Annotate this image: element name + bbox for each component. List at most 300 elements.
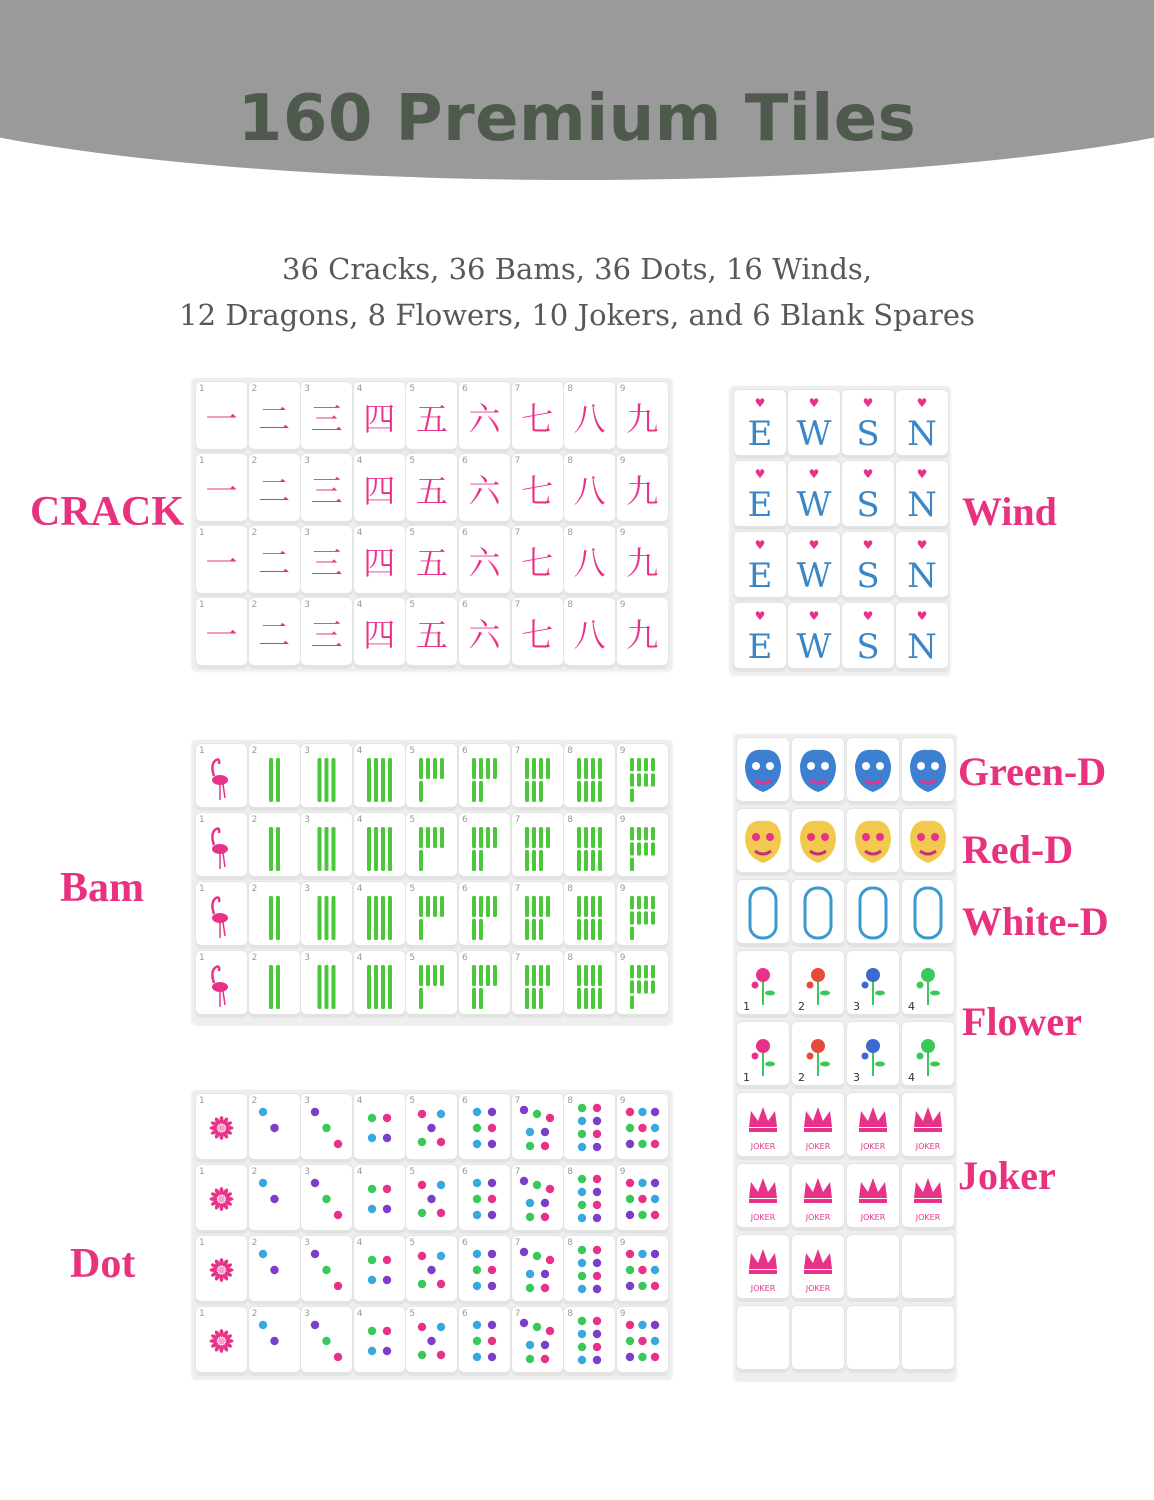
bamboo-icon [406, 744, 457, 810]
crack-tile [564, 454, 615, 524]
bamboo-icon [249, 744, 300, 810]
tile-number: 3 [304, 746, 310, 756]
dot-tile [564, 1236, 615, 1304]
wind-letter: N [907, 485, 937, 525]
crack-tile [617, 454, 668, 524]
crack-character: 八 [573, 400, 606, 438]
tile-number: 5 [409, 884, 416, 894]
white-dragon-frame-icon [847, 880, 899, 946]
crack-character: 四 [363, 472, 396, 510]
dot-tile [249, 1307, 300, 1375]
bamboo-icon [459, 951, 510, 1017]
tile-number: 4 [356, 1238, 363, 1248]
dot-tile [617, 1094, 668, 1162]
bam-tile [512, 744, 563, 810]
crack-tile [196, 598, 247, 668]
dot-tile [459, 1307, 510, 1375]
dot-tile [196, 1165, 247, 1233]
crack-tile [459, 454, 510, 524]
heart-icon: ♥ [754, 467, 766, 481]
dots-icon [564, 1094, 615, 1162]
tile-number: 6 [462, 600, 468, 610]
tile-number: 5 [409, 1238, 416, 1248]
dots-icon [406, 1307, 457, 1375]
wind-letter: S [856, 485, 880, 525]
dots-icon [406, 1094, 457, 1162]
dots-icon [406, 1236, 457, 1304]
tile-number: 8 [567, 600, 573, 610]
tile-number: 2 [251, 384, 258, 394]
heart-icon: ♥ [862, 467, 874, 481]
bam-tile [406, 744, 457, 810]
tile-number: 7 [514, 600, 521, 610]
tile-number: 4 [356, 456, 363, 466]
dot-tile [354, 1165, 405, 1233]
flower-label: Flower [962, 999, 1082, 1044]
blank-tile [847, 1306, 899, 1372]
bamboo-icon [301, 882, 352, 948]
dots-icon [301, 1165, 352, 1233]
dots-icon [354, 1165, 405, 1233]
crack-character: 七 [521, 544, 554, 582]
heart-icon: ♥ [808, 467, 820, 481]
flower-tile [792, 951, 844, 1017]
tile-number: 8 [567, 815, 573, 825]
bamboo-icon [406, 813, 457, 879]
green-dragon-tile [792, 738, 844, 804]
tile-number: 6 [462, 1167, 468, 1177]
tile-number: 7 [514, 815, 521, 825]
dot-tile [249, 1165, 300, 1233]
tile-number: 1 [199, 884, 205, 894]
dots-icon [564, 1165, 615, 1233]
title-banner [0, 0, 1154, 200]
dot-tile [617, 1165, 668, 1233]
wind-tile [842, 532, 894, 600]
green-dragon-tile [847, 738, 899, 804]
wind-letter: E [747, 556, 773, 596]
bamboo-icon [459, 813, 510, 879]
bam-tile [512, 813, 563, 879]
dots-icon [512, 1236, 563, 1304]
bamboo-icon [512, 951, 563, 1017]
dot-tile [564, 1094, 615, 1162]
crack-character: 七 [521, 400, 554, 438]
dragon-mask-icon [847, 809, 899, 875]
bamboo-icon [459, 744, 510, 810]
bamboo-icon [354, 951, 405, 1017]
tile-number: 5 [409, 528, 416, 538]
heart-icon: ♥ [808, 609, 820, 623]
tile-number: 7 [514, 1167, 521, 1177]
tile-number: 6 [462, 456, 468, 466]
joker-text: JOKER [860, 1142, 886, 1151]
tile-number: 9 [619, 384, 626, 394]
tile-number: 1 [199, 1167, 205, 1177]
wind-letter: S [856, 556, 880, 596]
tile-number: 2 [251, 815, 258, 825]
wind-tile [788, 532, 840, 600]
tile-number: 8 [567, 1167, 573, 1177]
crack-tile [512, 598, 563, 668]
tile-number: 2 [251, 1238, 258, 1248]
tile-number: 2 [251, 1167, 258, 1177]
tile-number: 8 [567, 1096, 573, 1106]
joker-text: JOKER [750, 1213, 776, 1222]
tile-number: 6 [462, 1238, 468, 1248]
crack-character: 九 [626, 400, 659, 438]
bam-tile [301, 882, 352, 948]
tile-number: 6 [462, 746, 468, 756]
tile-number: 8 [567, 953, 573, 963]
bam-tile [249, 951, 300, 1017]
tile-number: 4 [356, 1309, 363, 1319]
dots-icon [354, 1236, 405, 1304]
bamboo-icon [512, 813, 563, 879]
joker-tile [792, 1093, 844, 1159]
crack-character: 五 [415, 544, 448, 582]
tile-number: 8 [567, 1309, 573, 1319]
tile-number: 7 [514, 953, 521, 963]
flower-tile [737, 1022, 789, 1088]
bamboo-icon [564, 813, 615, 879]
dot-tile [354, 1307, 405, 1375]
wind-letter: W [796, 414, 832, 454]
dot-tile [301, 1165, 352, 1233]
dot-tile [406, 1307, 457, 1375]
flower-dot-icon [196, 1236, 247, 1304]
tile-number: 2 [251, 953, 258, 963]
wind-tile [734, 532, 786, 600]
dragon-mask-icon [902, 738, 954, 804]
wind-letter: E [747, 414, 773, 454]
flower-dot-icon [196, 1094, 247, 1162]
bam-tile [354, 744, 405, 810]
tile-number: 2 [251, 884, 258, 894]
crack-tile [354, 598, 405, 668]
bamboo-icon [406, 951, 457, 1017]
crack-character: 六 [468, 616, 501, 654]
tile-number: 9 [619, 746, 626, 756]
tile-number: 3 [304, 600, 310, 610]
flower-number: 4 [908, 1071, 915, 1084]
tile-number: 3 [304, 1238, 310, 1248]
tile-number: 9 [619, 884, 626, 894]
flower-number: 4 [908, 1000, 915, 1013]
bamboo-icon [564, 882, 615, 948]
bam-tile [249, 882, 300, 948]
flower-dot-icon [196, 1165, 247, 1233]
flamingo-icon [196, 882, 247, 948]
tile-number: 2 [251, 600, 258, 610]
tile-number: 2 [251, 456, 258, 466]
heart-icon: ♥ [916, 538, 928, 552]
tile-number: 9 [619, 1238, 626, 1248]
tile-number: 6 [462, 384, 468, 394]
red-dragon-tile [792, 809, 844, 875]
tile-number: 6 [462, 1309, 468, 1319]
bam-tile [249, 813, 300, 879]
wind-letter: S [856, 627, 880, 667]
crack-character: 四 [363, 616, 396, 654]
crack-character: 五 [415, 472, 448, 510]
tile-number: 5 [409, 1309, 416, 1319]
bam-tile [459, 744, 510, 810]
tile-number: 8 [567, 1238, 573, 1248]
crack-character: 七 [521, 472, 554, 510]
heart-icon: ♥ [862, 538, 874, 552]
dot-tile [354, 1094, 405, 1162]
wind-letter: W [796, 627, 832, 667]
wind-tile-group [730, 386, 950, 674]
crack-tile [564, 598, 615, 668]
dot-tile [406, 1165, 457, 1233]
dots-icon [512, 1307, 563, 1375]
dots-icon [354, 1094, 405, 1162]
flower-tile [847, 1022, 899, 1088]
dragon-mask-icon [792, 809, 844, 875]
tile-number: 3 [304, 456, 310, 466]
joker-tile [737, 1164, 789, 1230]
wind-tile [734, 390, 786, 458]
flower-number: 1 [743, 1000, 750, 1013]
crack-tile [564, 526, 615, 596]
bam-tile [196, 744, 247, 810]
dots-icon [512, 1165, 563, 1233]
joker-tile [847, 1093, 899, 1159]
joker-text: JOKER [915, 1213, 941, 1222]
tile-number: 1 [199, 528, 205, 538]
crack-character: 二 [258, 544, 291, 582]
crack-character: 八 [573, 616, 606, 654]
dots-icon [617, 1165, 668, 1233]
wind-letter: N [907, 556, 937, 596]
dot-tile [459, 1165, 510, 1233]
tile-number: 4 [356, 746, 363, 756]
flower-number: 2 [798, 1000, 805, 1013]
dots-icon [249, 1165, 300, 1233]
crack-character: 三 [310, 616, 343, 654]
tile-number: 3 [304, 815, 310, 825]
blank-tile [847, 1235, 899, 1301]
joker-text: JOKER [750, 1284, 776, 1293]
tile-number: 9 [619, 1309, 626, 1319]
bam-tile [249, 744, 300, 810]
red-dragon-tile [902, 809, 954, 875]
tile-number: 7 [514, 1096, 521, 1106]
white-dragon-tile [792, 880, 844, 946]
dots-icon [406, 1165, 457, 1233]
bamboo-icon [301, 813, 352, 879]
bamboo-icon [564, 951, 615, 1017]
bam-tile [354, 951, 405, 1017]
heart-icon: ♥ [916, 609, 928, 623]
tile-number: 2 [251, 746, 258, 756]
crack-character: 二 [258, 400, 291, 438]
dot-tile [196, 1307, 247, 1375]
crack-tile [301, 454, 352, 524]
red-dragon-tile [737, 809, 789, 875]
dots-icon [459, 1094, 510, 1162]
tile-number: 9 [619, 456, 626, 466]
tile-number: 7 [514, 456, 521, 466]
dots-icon [301, 1236, 352, 1304]
bamboo-icon [512, 882, 563, 948]
tile-number: 4 [356, 600, 363, 610]
tile-number: 4 [356, 884, 363, 894]
bam-tile [354, 813, 405, 879]
wind-tile [896, 461, 948, 529]
tile-number: 2 [251, 1096, 258, 1106]
wind-tile [788, 603, 840, 671]
subtitle-line-1: 36 Cracks, 36 Bams, 36 Dots, 16 Winds, [282, 252, 872, 286]
dot-tile [512, 1236, 563, 1304]
tile-number: 7 [514, 1309, 521, 1319]
crack-character: 七 [521, 616, 554, 654]
dot-tile [249, 1236, 300, 1304]
crack-character: 一 [205, 472, 238, 510]
crack-tile [301, 598, 352, 668]
wind-letter: N [907, 627, 937, 667]
tile-number: 1 [199, 1096, 205, 1106]
white-dragon-tile [737, 880, 789, 946]
tile-number: 9 [619, 528, 626, 538]
bam-tile [301, 951, 352, 1017]
tile-number: 7 [514, 746, 521, 756]
flower-tile [902, 1022, 954, 1088]
white-dragon-label: White-D [962, 899, 1109, 944]
dragon-mask-icon [847, 738, 899, 804]
joker-text: JOKER [915, 1142, 941, 1151]
dot-tile [459, 1236, 510, 1304]
flower-tile [902, 951, 954, 1017]
crack-tile [459, 598, 510, 668]
tile-number: 9 [619, 600, 626, 610]
bamboo-icon [617, 882, 668, 948]
tile-number: 5 [409, 746, 416, 756]
wind-tile [788, 461, 840, 529]
joker-text: JOKER [805, 1284, 831, 1293]
bamboo-icon [354, 882, 405, 948]
crack-tile [249, 454, 300, 524]
crack-character: 三 [310, 544, 343, 582]
tile-number: 2 [251, 1309, 258, 1319]
crack-character: 三 [310, 472, 343, 510]
dot-tile [617, 1307, 668, 1375]
white-dragon-frame-icon [902, 880, 954, 946]
crack-label: CRACK [30, 489, 184, 535]
tile-number: 4 [356, 528, 363, 538]
white-dragon-frame-icon [737, 880, 789, 946]
bamboo-icon [617, 951, 668, 1017]
tile-number: 6 [462, 815, 468, 825]
tile-number: 8 [567, 456, 573, 466]
crack-character: 九 [626, 544, 659, 582]
wind-letter: S [856, 414, 880, 454]
crack-tile [196, 454, 247, 524]
heart-icon: ♥ [808, 396, 820, 410]
crack-character: 二 [258, 616, 291, 654]
dragon-mask-icon [792, 738, 844, 804]
bam-tile [459, 951, 510, 1017]
flamingo-icon [196, 951, 247, 1017]
dot-tile [301, 1094, 352, 1162]
tile-number: 7 [514, 528, 521, 538]
tile-number: 4 [356, 953, 363, 963]
crack-tile [617, 526, 668, 596]
bam-tile [354, 882, 405, 948]
green-dragon-tile [737, 738, 789, 804]
bam-tile [617, 882, 668, 948]
dot-tile [617, 1236, 668, 1304]
tile-number: 1 [199, 384, 205, 394]
wind-letter: E [747, 485, 773, 525]
tile-number: 3 [304, 953, 310, 963]
dots-icon [249, 1307, 300, 1375]
dot-tile [301, 1307, 352, 1375]
blank-tile [792, 1306, 844, 1372]
crack-tile-group [192, 378, 672, 670]
flower-number: 1 [743, 1071, 750, 1084]
tile-number: 1 [199, 1238, 205, 1248]
crack-tile [564, 382, 615, 452]
joker-tile [847, 1164, 899, 1230]
bam-tile [617, 744, 668, 810]
white-dragon-frame-icon [792, 880, 844, 946]
bam-tile [564, 813, 615, 879]
crack-character: 四 [363, 400, 396, 438]
bam-label: Bam [60, 865, 144, 911]
dots-icon [459, 1307, 510, 1375]
dot-tile [512, 1307, 563, 1375]
dots-icon [459, 1165, 510, 1233]
dragon-mask-icon [737, 738, 789, 804]
heart-icon: ♥ [754, 609, 766, 623]
wind-letter: W [796, 485, 832, 525]
crack-tile [196, 382, 247, 452]
crack-tile [196, 526, 247, 596]
tile-number: 3 [304, 884, 310, 894]
bam-tile [564, 882, 615, 948]
crack-tile [459, 382, 510, 452]
tile-number: 4 [356, 384, 363, 394]
bam-tile [301, 813, 352, 879]
crack-tile [354, 382, 405, 452]
bamboo-icon [617, 813, 668, 879]
dots-icon [301, 1094, 352, 1162]
bam-tile [459, 882, 510, 948]
crack-character: 六 [468, 472, 501, 510]
tile-number: 5 [409, 1167, 416, 1177]
heart-icon: ♥ [754, 396, 766, 410]
tile-number: 6 [462, 1096, 468, 1106]
bam-tile [406, 882, 457, 948]
joker-text: JOKER [860, 1213, 886, 1222]
joker-tile [737, 1093, 789, 1159]
wind-tile [842, 461, 894, 529]
bamboo-icon [564, 744, 615, 810]
heart-icon: ♥ [754, 538, 766, 552]
joker-tile [902, 1164, 954, 1230]
bam-tile [564, 744, 615, 810]
dots-icon [617, 1236, 668, 1304]
wind-tile [734, 461, 786, 529]
bam-tile [301, 744, 352, 810]
bamboo-icon [249, 813, 300, 879]
crack-tile [249, 526, 300, 596]
dots-icon [354, 1307, 405, 1375]
crack-tile [617, 598, 668, 668]
